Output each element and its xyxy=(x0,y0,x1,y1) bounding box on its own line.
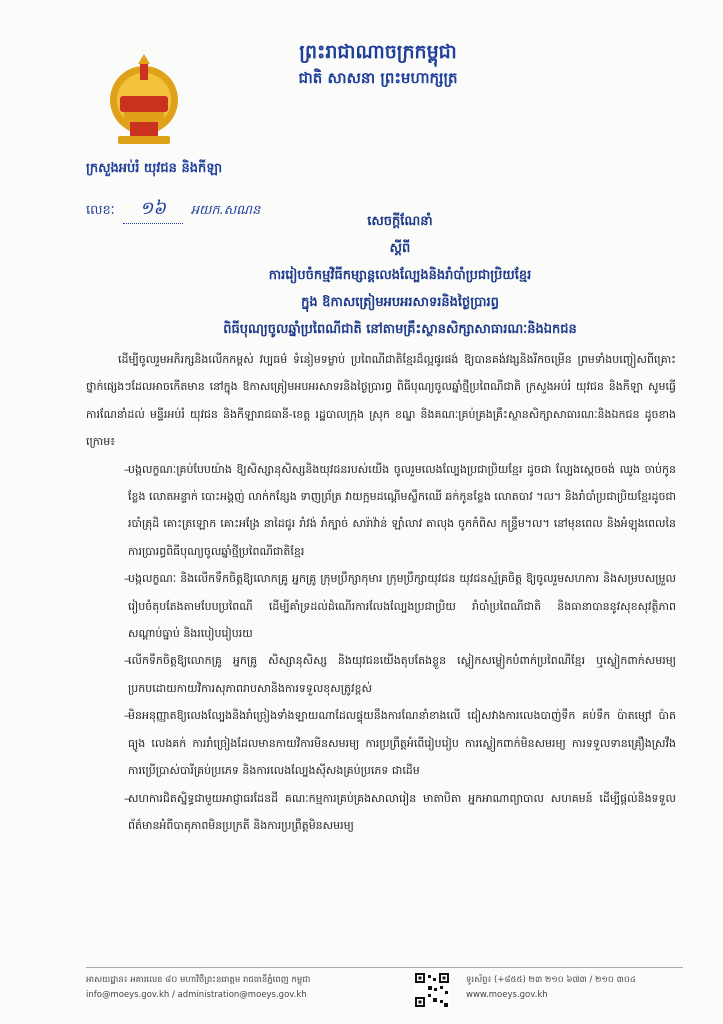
list-dash: – xyxy=(124,572,130,586)
title-line-3: ការរៀបចំកម្មវិធីកម្សាន្តលេងល្បែងនិងរាំបាំប្រជាប្រិយខ្មែរ xyxy=(268,268,532,283)
list-item xyxy=(86,702,676,784)
list-item-text: បង្កលក្ខណៈគ្រប់បែបយ៉ាង ឱ្យសិស្សានុសិស្សនិងយុវជនរបស់យើង ចូលរួមលេងល្បែងប្រជាប្រិយខ្មែរ ដូចជា ល្បែងស្ដេចចង់ ឈូង ចាប់កូនខ្លែង លោតអន្ទាក់ បោះអង្គញ់ លាក់កន្សែង ទាញព្រ័ត្រ វាយក្អមដណ្ដើមស្លឹកឈើ ឆក់កូនខ្លែង លោតបាវ ។ល។ និងរាំបាំប្រជាប្រិយខ្មែរដូចជា របាំត្រុដិ គោះត្រឡោក គោះអង្រែ នាដៃជូរ រាំវង់ រាំក្បាច់ សារ៉ាវ៉ាន់ ឡាំលាវ តាលុង ចូកកំពិស កន្ទ្រឹម។ល។ នៅមុនពេល និងអំឡុងពេលនៃការប្រារព្ធពិធីបុណ្យចូលឆ្នាំថ្មីប្រពៃណីជាតិខ្មែរ xyxy=(128,462,676,558)
list-dash: – xyxy=(124,654,130,668)
footer-emails[interactable]: info@moeys.gov.kh / administration@moeys.gov.kh xyxy=(86,990,307,1000)
list-item xyxy=(86,785,676,840)
intro-paragraph: ដើម្បីចូលរួមអភិរក្សនិងលើកកម្ពស់ វប្បធម៌ ទំនៀមទម្លាប់ ប្រពៃណីជាតិខ្មែរដ៏ល្អផូរផង់ ឱ្យបានគង់វង្សនិងរីកចម្រើន ព្រមទាំងបញ្ចៀសពីគ្រោះថ្នាក់ផ្សេងៗដែលអាចកើតមាន នៅក្នុង ឱកាសត្រៀមអបអរសាទរនិងថ្ងៃប្រារព្ធ ពិធីបុណ្យចូលឆ្នាំថ្មីប្រពៃណីជាតិ ក្រសួងអប់រំ យុវជន និងកីឡា សូមធ្វើការណែនាំដល់ មន្ទីរអប់រំ យុវជន និងកីឡារាជធានី-ខេត្ត រដ្ឋបាលក្រុង ស្រុក ខណ្ឌ និងគណៈគ្រប់គ្រងគ្រឹះស្ថានសិក្សាសាធារណៈនិងឯកជន ដូចខាងក្រោម៖ xyxy=(86,353,676,449)
footer-phone: ទូរស័ព្ទ៖ (+៨៥៥) ២៣ ២១០ ៦៧៣ / ២១០ ៣០៤ xyxy=(466,975,636,985)
list-dash: – xyxy=(124,791,130,805)
document-title xyxy=(120,208,680,343)
footer-phone-web xyxy=(466,973,636,1003)
footer-contact xyxy=(86,973,310,1003)
list-item xyxy=(86,565,676,647)
list-item xyxy=(86,647,676,702)
title-line-1: សេចក្ដីណែនាំ xyxy=(367,214,433,229)
footer-address: អាសយដ្ឋាន៖ អគារលេខ ៨០ មហាវិថីព្រះនរោត្តម រាជធានីភ្នំពេញ កម្ពុជា xyxy=(86,975,311,985)
list-item-text: មិនអនុញ្ញាតឱ្យលេងល្បែងនិងរាំច្រៀងទាំងឡាយណាដែលផ្ទុយនឹងការណែនាំខាងលើ ជៀសវាងការលេងបាញ់ទឹក គប់ទឹក ប៉ាតម្សៅ ប៉ាតធ្យូង លេងគក់ ការរាំច្រៀងដែលមានកាយវិការមិនសមរម្យ ការប្រព្រឹត្តអំពើរៀបរៀប ការស្លៀកពាក់មិនសមរម្យ ការទទួលទានគ្រឿងស្រវឹង ការប្រើប្រាស់បារីគ្រប់ប្រភេទ និងការលេងល្បែងស៊ីសងគ្រប់ប្រភេទ ជាដើម xyxy=(128,709,676,778)
title-line-5: ពិធីបុណ្យចូលឆ្នាំប្រពៃណីជាតិ នៅតាមគ្រឹះស្ថានសិក្សាសាធារណៈនិងឯកជន xyxy=(223,322,577,337)
reference-code: អយក.សណន xyxy=(190,203,261,218)
kingdom-name: ព្រះរាជាណាចក្រកម្ពុជា xyxy=(299,41,457,63)
list-dash: – xyxy=(124,462,130,476)
list-item-text: លើកទឹកចិត្តឱ្យលោកគ្រូ អ្នកគ្រូ សិស្សានុសិស្ស និងយុវជនយើងតុបតែងខ្លួន ស្លៀកសម្លៀកបំពាក់ប្រពៃណីខ្មែរ ឬស្លៀកពាក់សមរម្យ ប្រកបដោយកាយវិការសុភាពរាបសានិងការទទួលខុសត្រូវខ្ពស់ xyxy=(128,654,676,695)
letterhead xyxy=(228,38,528,90)
document-body xyxy=(86,346,676,839)
list-item-text: បង្កលក្ខណៈ និងលើកទឹកចិត្តឱ្យលោកគ្រូ អ្នកគ្រូ ក្រុមប្រឹក្សាកុមារ ក្រុមប្រឹក្សាយុវជន យុវជនស្ម័គ្រចិត្ត ឱ្យចូលរួមសហការ និងសម្របសម្រួល រៀបចំតុបតែងតាមបែបប្រពៃណី ដើម្បីគាំទ្រដល់ដំណើរការលែងល្បែងប្រជាប្រិយ រាំបាំប្រពៃណីជាតិ និងធានាបាននូវសុខសុវត្ថិភាព សណ្ដាប់ធ្នាប់ និងរបៀបរៀបរយ xyxy=(128,572,676,641)
title-line-2: ស្ដីពី xyxy=(389,241,411,256)
list-item xyxy=(86,456,676,566)
list-dash: – xyxy=(124,709,130,723)
qr-code-icon xyxy=(414,972,450,1008)
ministry-emblem-icon xyxy=(106,52,182,152)
ministry-name: ក្រសួងអប់រំ យុវជន និងកីឡា xyxy=(86,161,223,176)
list-item-text: សហការជិតស្និទ្ធជាមួយអាជ្ញាធរដែនដី គណៈកម្មការគ្រប់គ្រងសាលារៀន មាតាបិតា អ្នកអាណាព្យាបាល សហគមន៍ ដើម្បីផ្ដល់និងទទួលព័ត៌មានអំពីបាតុភាពមិនប្រក្រតី និងការប្រព្រឹត្តមិនសមរម្យ xyxy=(128,791,676,832)
national-motto: ជាតិ សាសនា ព្រះមហាក្សត្រ xyxy=(298,69,458,87)
footer-divider xyxy=(86,967,683,968)
reference-prefix: លេខៈ xyxy=(86,203,115,218)
reference-number: ១៦ xyxy=(123,196,183,224)
instruction-list xyxy=(86,456,676,840)
footer-website[interactable]: www.moeys.gov.kh xyxy=(466,990,548,1000)
title-line-4: ក្នុង ឱកាសត្រៀមអបអរសាទរនិងថ្ងៃប្រារព្ធ xyxy=(301,295,499,310)
